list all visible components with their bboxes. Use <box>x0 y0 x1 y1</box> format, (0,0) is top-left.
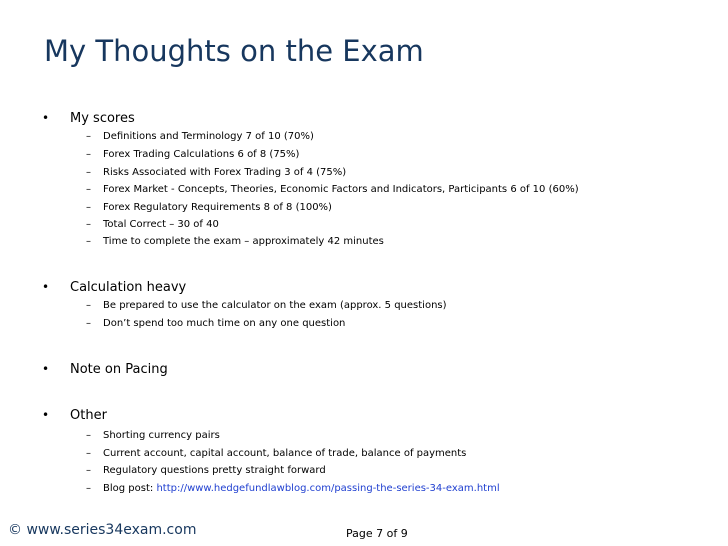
list-item: – Total Correct – 30 of 40 <box>86 219 219 230</box>
bullet-other <box>42 408 107 423</box>
list-item: – Forex Trading Calculations 6 of 8 (75%) <box>86 149 300 160</box>
list-item: – Definitions and Terminology 7 of 10 (70%) <box>86 131 314 142</box>
blog-post-label: Blog post: <box>103 483 157 494</box>
bullet-label: Other <box>70 408 107 423</box>
bullet-note-on-pacing <box>42 362 168 377</box>
list-item: – Forex Regulatory Requirements 8 of 8 (100%) <box>86 202 332 213</box>
bullet-label: Calculation heavy <box>70 280 187 295</box>
bullet-marker: • <box>42 111 50 125</box>
bullet-my-scores <box>42 111 135 126</box>
blog-post-link[interactable]: http://www.hedgefundlawblog.com/passing-the-series-34-exam.html <box>156 483 500 494</box>
list-item: – Shorting currency pairs <box>86 430 220 441</box>
bullet-label: Note on Pacing <box>70 362 168 377</box>
list-item: – Don’t spend too much time on any one question <box>86 318 346 329</box>
bullet-label: My scores <box>70 111 135 126</box>
bullet-marker: • <box>42 408 50 422</box>
blog-post-item: – Blog post: http://www.hedgefundlawblog.com/passing-the-series-34-exam.html <box>86 483 500 494</box>
page-title: My Thoughts on the Exam <box>44 34 424 68</box>
list-item: – Current account, capital account, balance of trade, balance of payments <box>86 448 467 459</box>
bullet-calculation-heavy <box>42 280 186 295</box>
list-item: – Be prepared to use the calculator on the exam (approx. 5 questions) <box>86 300 447 311</box>
bullet-marker: • <box>42 362 50 376</box>
list-item: – Forex Market - Concepts, Theories, Economic Factors and Indicators, Participants 6 of 10 (60%) <box>86 184 579 195</box>
list-item: – Risks Associated with Forex Trading 3 of 4 (75%) <box>86 167 347 178</box>
page-number: Page 7 of 9 <box>346 527 408 540</box>
list-item: – Regulatory questions pretty straight forward <box>86 465 326 476</box>
list-item: – Time to complete the exam – approximately 42 minutes <box>86 236 384 247</box>
bullet-marker: • <box>42 280 50 294</box>
copyright-footer: © www.series34exam.com <box>8 522 197 538</box>
